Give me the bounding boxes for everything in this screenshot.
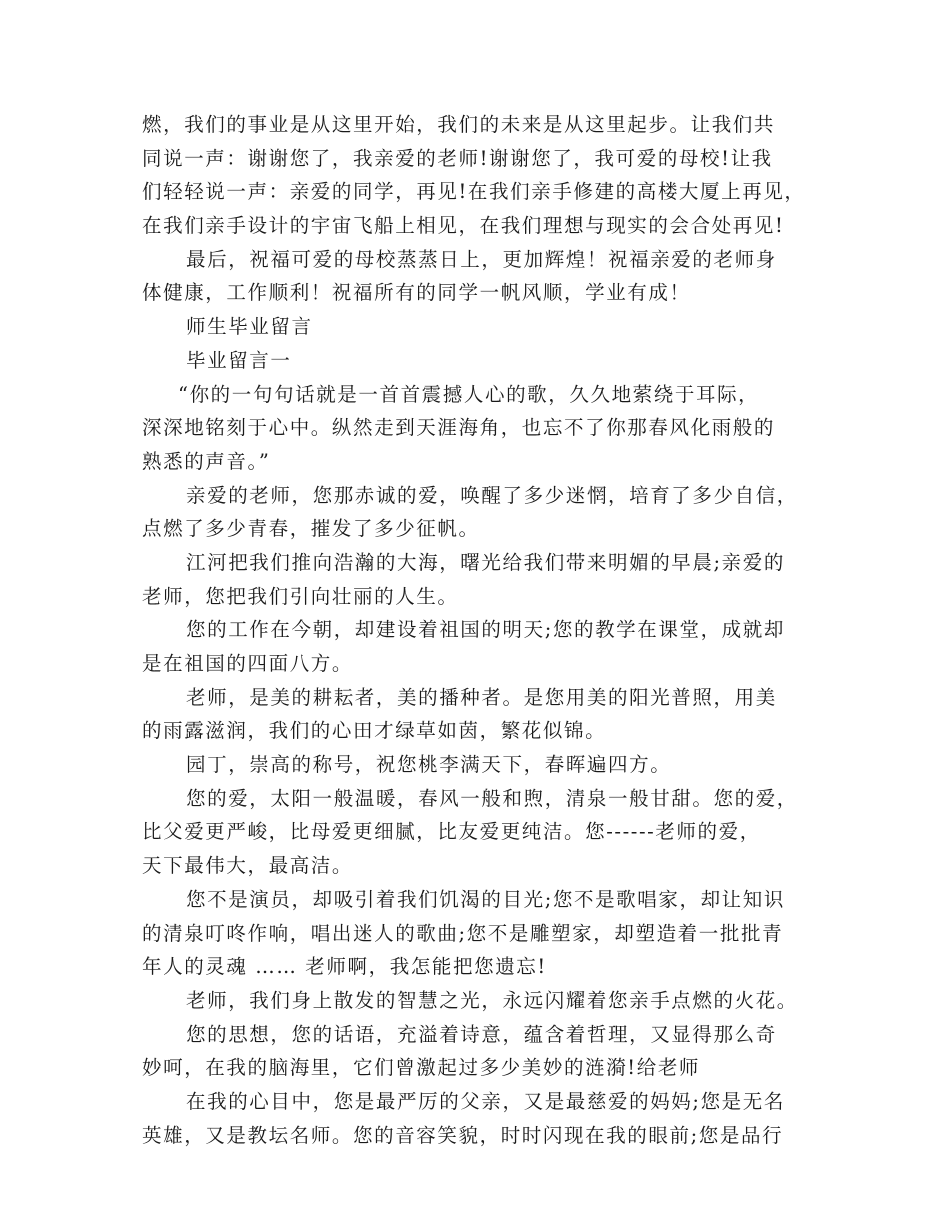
text-line: 的雨露滋润，我们的心田才绿草如茵，繁花似锦。 bbox=[142, 719, 607, 743]
text-line: 妙呵，在我的脑海里，它们曾激起过多少美妙的涟漪!给老师 bbox=[142, 1056, 701, 1080]
text-line: 比父爱更严峻，比母爱更细腻，比友爱更纯洁。您------老师的爱， bbox=[142, 820, 761, 844]
text-line: 的清泉叮咚作响，唱出迷人的歌曲;您不是雕塑家，却塑造着一批批青 bbox=[142, 921, 784, 945]
text-line: 熟悉的声音。” bbox=[142, 449, 271, 473]
document-body bbox=[142, 108, 822, 1152]
text-line: 您的工作在今朝，却建设着祖国的明天;您的教学在课堂，成就却 bbox=[186, 618, 785, 642]
text-line: 老师，您把我们引向壮丽的人生。 bbox=[142, 584, 459, 608]
text-line: 园丁，崇高的称号，祝您桃李满天下，春晖遍四方。 bbox=[186, 753, 672, 777]
text-line: 燃，我们的事业是从这里开始，我们的未来是从这里起步。让我们共 bbox=[142, 113, 776, 136]
text-line: 点燃了多少青春，摧发了多少征帆。 bbox=[142, 517, 480, 541]
text-line: 在我们亲手设计的宇宙飞船上相见，在我们理想与现实的会合处再见! bbox=[142, 214, 785, 238]
text-line: 体健康，工作顺利！祝福所有的同学一帆风顺，学业有成！ bbox=[142, 281, 691, 305]
text-line: 老师，我们身上散发的智慧之光，永远闪耀着您亲手点燃的火花。 bbox=[186, 988, 798, 1012]
text-line: 英雄，又是教坛名师。您的音容笑貌，时时闪现在我的眼前;您是品行 bbox=[142, 1123, 784, 1147]
text-line: 最后，祝福可爱的母校蒸蒸日上，更加辉煌！祝福亲爱的老师身 bbox=[186, 247, 777, 271]
text-line: 您的爱，太阳一般温暖，春风一般和煦，清泉一般甘甜。您的爱， bbox=[186, 786, 798, 810]
text-line: 老师，是美的耕耘者，美的播种者。是您用美的阳光普照，用美 bbox=[186, 685, 777, 709]
text-line: 江河把我们推向浩瀚的大海，曙光给我们带来明媚的早晨;亲爱的 bbox=[186, 550, 785, 574]
text-line: “你的一句句话就是一首首震撼人心的歌，久久地萦绕于耳际， bbox=[178, 382, 760, 406]
text-line: 您的思想，您的话语，充溢着诗意，蕴含着哲理，又显得那么奇 bbox=[186, 1022, 777, 1046]
text-line: 年人的灵魂 …… 老师啊，我怎能把您遗忘! bbox=[142, 955, 547, 979]
text-line: 们轻轻说一声：亲爱的同学，再见!在我们亲手修建的高楼大厦上再见， bbox=[142, 180, 806, 204]
text-line: 在我的心目中，您是最严厉的父亲，又是最慈爱的妈妈;您是无名 bbox=[186, 1089, 785, 1113]
text-line: 是在祖国的四面八方。 bbox=[142, 652, 354, 675]
text-line: 同说一声：谢谢您了，我亲爱的老师!谢谢您了，我可爱的母校!让我 bbox=[142, 146, 773, 170]
text-line: 毕业留言一 bbox=[186, 348, 292, 372]
text-line: 亲爱的老师，您那赤诚的爱，唤醒了多少迷惘，培育了多少自信， bbox=[186, 483, 798, 507]
text-line: 天下最伟大，最高洁。 bbox=[142, 854, 354, 878]
text-line: 深深地铭刻于心中。纵然走到天涯海角，也忘不了你那春风化雨般的 bbox=[142, 416, 776, 440]
text-line: 您不是演员，却吸引着我们饥渴的目光;您不是歌唱家，却让知识 bbox=[186, 887, 785, 911]
text-line: 师生毕业留言 bbox=[186, 315, 313, 339]
